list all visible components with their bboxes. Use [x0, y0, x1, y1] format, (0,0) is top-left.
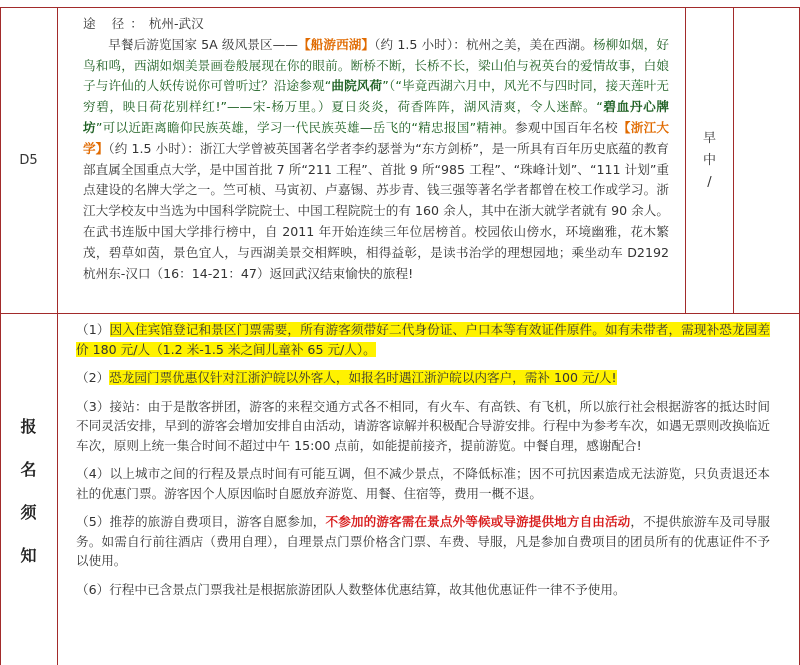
notice-char: 报	[20, 416, 37, 436]
note-highlight: 因入住宾馆登记和景区门票需要，所有游客须带好二代身份证、户口本等有效证件原件。如有未带者，需现补恐龙园差价 180 元/人（1.2 米-1.5 米之间儿童补 65 元/人）。	[76, 322, 770, 357]
text-run: ”可以近距离瞻仰民族英雄，学习一代民族英雄—岳飞的“精忠报国”精神。	[95, 119, 515, 135]
meal-breakfast: 早	[702, 130, 716, 146]
hotel-cell	[734, 8, 800, 313]
note-item-1	[76, 320, 770, 359]
meal-lunch: 中	[702, 152, 716, 168]
itinerary-paragraph-1	[83, 35, 669, 285]
text-run: ”（“毕竟西湖六月中，风光不与四时同，接天莲叶无穷碧，映日荷花别样红!”——宋-杨万里。）夏日炎炎，荷香阵阵，湖风清爽，令人迷醉。“	[83, 78, 669, 115]
route-line	[83, 14, 669, 35]
note-text: 接站：由于是散客拼团，游客的来程交通方式各不相同，有火车、有高铁、有飞机，所以旅行社会根据游客的抵达时间不同灵活安排，早到的游客会增加安排自由活动，请游客谅解并积极配合导游安排。行程中为参考车次，如遇无票则改换临近车次，原则上统一集合时间不超过中午 15:00 点前，如能提前接齐，提前游览。中餐自理，感谢配合!	[76, 398, 770, 453]
notes-list	[58, 314, 800, 608]
text-run: 早餐后游览国家 5A 级风景区——	[108, 36, 298, 52]
note-number: （4）	[76, 466, 110, 481]
spot-westlake: 【船游西湖】	[297, 36, 375, 52]
notice-char: 知	[20, 545, 37, 565]
note-item-6	[76, 580, 770, 600]
note-number: （3）	[76, 398, 110, 414]
meals-cell	[686, 8, 733, 313]
text-run: （约 1.5 小时）：杭州之美，美在西湖。	[374, 36, 593, 52]
note-item-4	[76, 464, 770, 503]
note-number: （1）	[76, 322, 110, 337]
text-run: 参观中国百年名校	[514, 119, 618, 135]
route-value: 杭州-武汉	[148, 16, 204, 31]
notice-char: 名	[20, 459, 37, 479]
text-run: （约 1.5 小时）：浙江大学曾被英国著名学者李约瑟誉为“东方剑桥”，是一所具有百年历史底蕴的教育部直属全国重点大学，是中国首批 7 所“211 工程”、首批 9 所“985 工程”、“珠峰计划”、“111 计划”重点建设的名牌大学之一。竺可桢、马寅初、卢嘉锡、苏步青、钱三强等著名学者都曾在校工作或学习。浙江大学校友中当选为中国科学院院士、中国工程院院士的有 160 余人，其中在浙大就学者就有 90 余人。在武书连版中国大学排行榜中，自 2011 年开始连续三年位居榜首。校园依山傍水，环境幽雅，花木繁茂，碧草如茵，景色宜人，与西湖美景交相辉映，相得益彰，是读书治学的理想园地；乘坐动车 D2192 杭州东-汉口（16：14-21：47）返回武汉结束愉快的旅程!	[83, 140, 670, 281]
notice-title	[0, 314, 57, 665]
note-number: （5）	[76, 514, 110, 529]
note-number: （2）	[76, 370, 110, 385]
note-warning: 不参加的游客需在景点外等候或导游提供地方自由活动	[325, 514, 631, 529]
notice-char: 须	[20, 502, 37, 522]
note-number: （6）	[76, 581, 110, 597]
meal-dinner: /	[707, 174, 712, 190]
spot-quyuan: 曲院风荷	[331, 78, 383, 94]
itinerary-text	[58, 8, 685, 313]
spot-memorial-arch: 碧血丹心牌坊	[83, 99, 670, 135]
note-highlight: 恐龙园门票优惠仅针对江浙沪皖以外客人，如报名时遇江浙沪皖以内客户，需补 100 元/人!	[109, 370, 617, 385]
note-item-3	[76, 397, 770, 456]
spot-zju: 【浙江大学】	[83, 119, 670, 156]
text-run: 杨柳如烟，好鸟和鸣，西湖如烟美景画卷般展现在你的眼前。断桥不断，长桥不长，梁山伯与祝英台的爱情故事，白娘子与许仙的人妖传说你可曾听过？沿途参观“	[83, 36, 670, 94]
note-text: 以上城市之间的行程及景点时间有可能互调，但不减少景点，不降低标准；因不可抗因素造成无法游览，只负责退还本社的优惠门票。游客因个人原因临时自愿放弃游览、用餐、住宿等，费用一概不退。	[76, 466, 770, 501]
note-item-2	[76, 368, 770, 388]
route-label: 途 径：	[83, 16, 149, 31]
note-item-5	[76, 512, 770, 571]
note-text: 推荐的旅游自费项目，游客自愿参加，	[109, 514, 326, 529]
note-text: ，不提供旅游车及司导服务。如需自行前往酒店（费用自理），自理景点门票价格含门票、车费、导服，凡是参加自费项目的团员所有的优惠证件不予以使用。	[76, 514, 771, 568]
note-text: 行程中已含景点门票我社是根据旅游团队人数整体优惠结算，故其他优惠证件一律不予使用。	[109, 581, 626, 597]
day-label: D5	[19, 153, 38, 168]
